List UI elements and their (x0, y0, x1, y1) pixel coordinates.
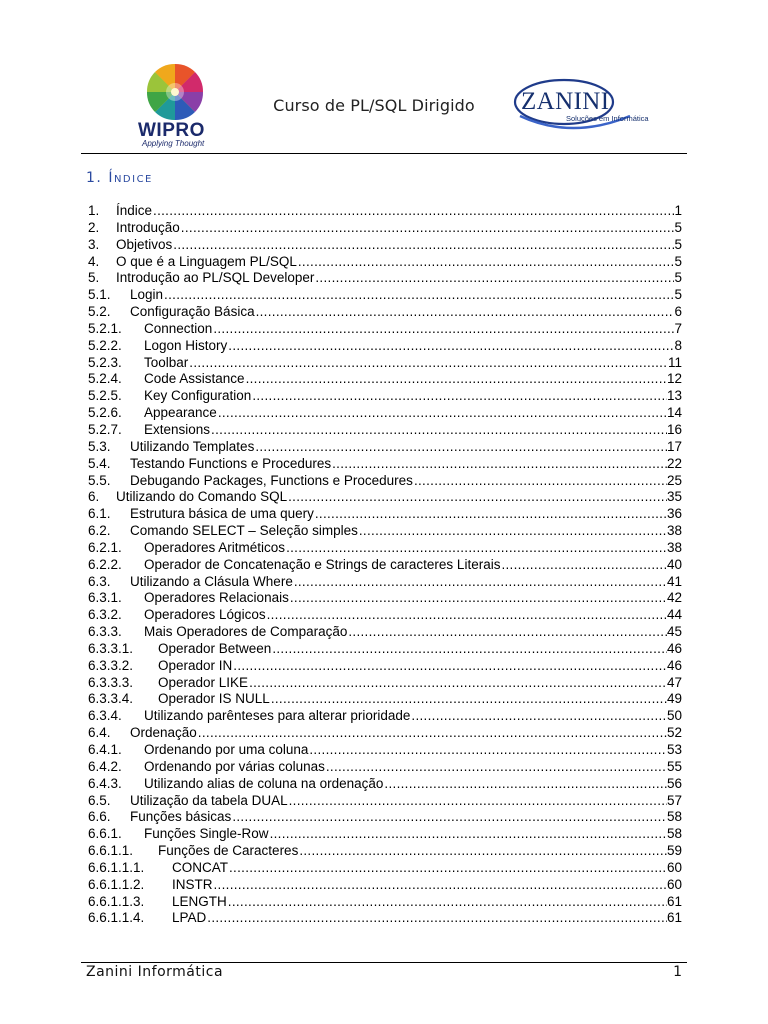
toc-entry-number: 2. (88, 219, 100, 235)
zanini-tagline: Soluções em Informática (566, 114, 649, 123)
toc-dot-leader (298, 254, 675, 271)
toc-entry[interactable] (88, 742, 682, 759)
toc-entry-number: 5.4. (88, 455, 111, 471)
toc-dot-leader (232, 809, 667, 826)
document-title: Curso de PL/SQL Dirigido (273, 96, 475, 115)
toc-entry-number: 6.6.1.1.3. (88, 893, 145, 909)
toc-dot-leader (309, 742, 667, 759)
toc-entry-title: Connection (144, 320, 213, 336)
toc-entry-title: LENGTH (172, 893, 227, 909)
toc-entry-number: 1. (88, 203, 100, 218)
toc-entry-number: 6.3.3.2. (88, 657, 134, 673)
toc-dot-leader (198, 725, 667, 742)
toc-entry-page: 5 (674, 270, 682, 286)
toc-entry-page: 5 (674, 236, 682, 252)
toc-entry[interactable] (88, 590, 682, 607)
toc-entry-title: Índice (116, 203, 153, 218)
toc-entry-title: Introdução (116, 219, 180, 235)
toc-entry-title: Key Configuration (144, 388, 252, 404)
toc-entry-page: 7 (674, 320, 682, 336)
toc-entry-number: 5.2.6. (88, 405, 122, 421)
toc-dot-leader (315, 506, 667, 523)
toc-dot-leader (218, 405, 667, 422)
toc-entry-page: 6 (674, 304, 682, 320)
toc-dot-leader (153, 203, 674, 220)
toc-entry-title: O que é a Linguagem PL/SQL (116, 253, 297, 269)
toc-entry-page: 5 (674, 219, 682, 235)
toc-dot-leader (256, 304, 675, 321)
toc-entry-title: Code Assistance (144, 371, 245, 387)
toc-dot-leader (299, 843, 667, 860)
toc-entry[interactable] (88, 254, 682, 271)
toc-entry-title: Operadores Lógicos (144, 607, 266, 623)
wipro-tagline: Applying Thought (142, 139, 205, 148)
toc-entry[interactable] (88, 793, 682, 810)
toc-entry[interactable] (88, 624, 682, 641)
toc-entry-number: 6.2. (88, 523, 111, 539)
toc-entry-number: 4. (88, 253, 100, 269)
toc-entry-number: 6.3.3.1. (88, 640, 134, 656)
toc-entry-number: 5.2.5. (88, 388, 122, 404)
toc-entry-page: 17 (666, 438, 682, 454)
toc-entry-page: 50 (666, 708, 682, 724)
toc-entry-title: Debugando Packages, Functions e Procedures (130, 472, 413, 488)
toc-entry[interactable] (88, 641, 682, 658)
toc-entry-number: 6.4. (88, 725, 111, 741)
toc-entry-page: 46 (666, 657, 682, 673)
toc-entry[interactable] (88, 809, 682, 826)
toc-entry-title: Toolbar (144, 354, 189, 370)
toc-entry-number: 6.3.3.3. (88, 674, 134, 690)
toc-entry-number: 6.6.1. (88, 826, 122, 842)
toc-dot-leader (164, 287, 674, 304)
zanini-logo-text: ZANINI (521, 88, 610, 115)
toc-entry[interactable] (88, 270, 682, 287)
toc-entry-page: 40 (666, 556, 682, 572)
toc-dot-leader (289, 793, 667, 810)
toc-entry[interactable] (88, 321, 682, 338)
toc-entry-page: 22 (666, 455, 682, 471)
toc-entry-page: 16 (666, 421, 682, 437)
toc-entry-number: 6.3. (88, 573, 111, 589)
toc-entry-title: Utilizando a Clásula Where (130, 573, 293, 589)
toc-entry-page: 1 (674, 203, 682, 218)
toc-entry-title: Funções Single-Row (144, 826, 269, 842)
toc-entry-title: Funções de Caracteres (158, 843, 299, 859)
toc-entry-number: 5.5. (88, 472, 111, 488)
toc-entry-title: Introdução ao PL/SQL Developer (116, 270, 315, 286)
toc-entry[interactable] (88, 776, 682, 793)
toc-dot-leader (326, 759, 667, 776)
toc-entry-number: 5.1. (88, 287, 111, 303)
toc-entry[interactable] (88, 691, 682, 708)
toc-entry-number: 6.3.2. (88, 607, 122, 623)
toc-entry[interactable] (88, 237, 682, 254)
toc-entry-title: Comando SELECT – Seleção simples (130, 523, 358, 539)
section-title: Índice (108, 170, 153, 186)
toc-entry-number: 6.6.1.1.1. (88, 859, 145, 875)
toc-entry-number: 6.4.3. (88, 775, 122, 791)
toc-entry[interactable] (88, 456, 682, 473)
toc-entry-title: Operador de Concatenação e Strings de caracteres Literais (144, 556, 501, 572)
toc-dot-leader (384, 776, 667, 793)
toc-entry-number: 6.6. (88, 809, 111, 825)
toc-entry[interactable] (88, 877, 682, 894)
toc-entry-number: 6. (88, 489, 100, 505)
toc-entry-page: 35 (666, 489, 682, 505)
toc-entry-number: 5.2.4. (88, 371, 122, 387)
toc-entry-page: 60 (666, 859, 682, 875)
toc-entry[interactable] (88, 725, 682, 742)
toc-dot-leader (267, 607, 667, 624)
toc-entry[interactable] (88, 287, 682, 304)
toc-entry-number: 5.2.3. (88, 354, 122, 370)
toc-entry-title: Utilizando alias de coluna na ordenação (144, 775, 384, 791)
toc-entry-title: Operadores Relacionais (144, 590, 289, 606)
toc-entry-number: 6.3.4. (88, 708, 122, 724)
toc-entry-title: Utilizando parênteses para alterar prioridade (144, 708, 411, 724)
toc-entry-page: 61 (666, 893, 682, 909)
toc-entry-number: 6.5. (88, 792, 111, 808)
toc-dot-leader (272, 641, 667, 658)
toc-entry-title: Utilizando do Comando SQL (116, 489, 288, 505)
toc-entry-page: 42 (666, 590, 682, 606)
toc-entry-page: 58 (666, 809, 682, 825)
toc-entry-title: Ordenando por várias colunas (144, 758, 325, 774)
toc-entry-page: 60 (666, 876, 682, 892)
toc-entry-title: Extensions (144, 421, 211, 437)
toc-entry-title: Ordenando por uma coluna (144, 742, 309, 757)
toc-dot-leader (233, 658, 667, 675)
toc-entry[interactable] (88, 894, 682, 911)
toc-entry-title: Operador LIKE (158, 674, 249, 690)
toc-entry-title: Ordenação (130, 725, 197, 741)
toc-entry-page: 45 (666, 624, 682, 640)
toc-entry[interactable] (88, 220, 682, 237)
toc-entry-page: 52 (666, 725, 682, 741)
toc-entry[interactable] (88, 540, 682, 557)
toc-entry-title: INSTR (172, 876, 213, 892)
toc-dot-leader (207, 910, 667, 927)
toc-entry-page: 12 (666, 371, 682, 387)
toc-entry-number: 5.2.1. (88, 320, 122, 336)
toc-entry-title: Logon History (144, 337, 228, 353)
toc-dot-leader (173, 237, 674, 254)
toc-entry[interactable] (88, 658, 682, 675)
toc-dot-leader (189, 355, 668, 372)
toc-entry-page: 61 (666, 910, 682, 926)
toc-entry-title: CONCAT (172, 859, 228, 875)
toc-entry-page: 46 (666, 640, 682, 656)
toc-entry-title: Mais Operadores de Comparação (144, 624, 348, 640)
toc-entry-number: 3. (88, 236, 100, 252)
toc-entry[interactable] (88, 439, 682, 456)
toc-dot-leader (246, 371, 667, 388)
toc-dot-leader (249, 675, 667, 692)
toc-entry[interactable] (88, 557, 682, 574)
toc-entry[interactable] (88, 338, 682, 355)
toc-entry[interactable] (88, 860, 682, 877)
toc-entry[interactable] (88, 506, 682, 523)
toc-dot-leader (228, 338, 674, 355)
toc-entry-number: 5.2.7. (88, 421, 122, 437)
wipro-logo (134, 62, 216, 150)
toc-entry-number: 6.3.1. (88, 590, 122, 606)
toc-entry-page: 8 (674, 337, 682, 353)
toc-entry-title: Login (130, 287, 164, 303)
toc-dot-leader (315, 270, 674, 287)
toc-entry-title: Operador IN (158, 657, 233, 673)
toc-dot-leader (359, 523, 667, 540)
toc-entry-title: Configuração Básica (130, 304, 255, 320)
section-number: 1. (86, 170, 103, 186)
toc-entry[interactable] (88, 371, 682, 388)
toc-entry-title: Operador IS NULL (158, 691, 270, 707)
toc-entry[interactable] (88, 523, 682, 540)
toc-dot-leader (332, 456, 667, 473)
toc-dot-leader (348, 624, 667, 641)
toc-entry-title: Objetivos (116, 236, 173, 252)
toc-entry-page: 57 (666, 792, 682, 808)
table-of-contents (88, 203, 682, 927)
toc-dot-leader (411, 708, 667, 725)
toc-dot-leader (211, 422, 667, 439)
toc-dot-leader (290, 590, 667, 607)
toc-entry-page: 49 (666, 691, 682, 707)
toc-entry-page: 55 (666, 758, 682, 774)
toc-entry-number: 6.6.1.1.2. (88, 876, 145, 892)
toc-entry-number: 6.2.2. (88, 556, 122, 572)
section-heading (86, 170, 153, 186)
toc-entry-page: 14 (666, 405, 682, 421)
toc-dot-leader (255, 439, 667, 456)
toc-entry-page: 11 (667, 354, 682, 370)
toc-entry-number: 6.6.1.1. (88, 843, 134, 859)
toc-dot-leader (294, 574, 667, 591)
toc-entry-page: 41 (666, 573, 682, 589)
toc-entry[interactable] (88, 574, 682, 591)
toc-entry-number: 5.2.2. (88, 337, 122, 353)
toc-entry-page: 59 (666, 843, 682, 859)
toc-entry-page: 36 (666, 506, 682, 522)
toc-entry[interactable] (88, 843, 682, 860)
toc-entry-page: 38 (666, 523, 682, 539)
toc-entry-page: 5 (674, 287, 682, 303)
toc-entry-number: 6.2.1. (88, 539, 122, 555)
toc-dot-leader (414, 473, 667, 490)
toc-dot-leader (271, 691, 667, 708)
toc-entry-page: 38 (666, 539, 682, 555)
toc-entry-page: 44 (666, 607, 682, 623)
header-divider (81, 153, 687, 154)
toc-entry-title: Testando Functions e Procedures (130, 455, 332, 471)
toc-entry[interactable] (88, 355, 682, 372)
toc-entry[interactable] (88, 304, 682, 321)
toc-entry-page: 58 (666, 826, 682, 842)
toc-entry-page: 53 (666, 742, 682, 757)
page-header (0, 0, 768, 156)
toc-entry-number: 6.3.3. (88, 624, 122, 640)
toc-dot-leader (288, 489, 667, 506)
toc-entry[interactable] (88, 759, 682, 776)
footer-page-number: 1 (673, 964, 682, 980)
toc-entry-title: Operador Between (158, 640, 272, 656)
toc-entry-title: Funções básicas (130, 809, 232, 825)
toc-entry-page: 47 (666, 674, 682, 690)
toc-entry-title: Appearance (144, 405, 217, 421)
toc-entry[interactable] (88, 826, 682, 843)
toc-dot-leader (501, 557, 667, 574)
zanini-logo (512, 76, 662, 136)
toc-entry[interactable] (88, 675, 682, 692)
toc-entry-number: 6.1. (88, 506, 111, 522)
toc-entry-number: 5.3. (88, 438, 111, 454)
toc-entry[interactable] (88, 708, 682, 725)
toc-entry-title: LPAD (172, 910, 207, 926)
toc-entry[interactable] (88, 910, 682, 927)
toc-entry-number: 5.2. (88, 304, 111, 320)
toc-entry-title: Utilizando Templates (130, 438, 255, 454)
toc-entry-page: 56 (666, 775, 682, 791)
toc-entry[interactable] (88, 473, 682, 490)
toc-dot-leader (252, 388, 667, 405)
footer-company: Zanini Informática (86, 964, 224, 980)
toc-entry-number: 6.4.1. (88, 742, 122, 757)
toc-dot-leader (181, 220, 675, 237)
toc-entry[interactable] (88, 489, 682, 506)
toc-entry[interactable] (88, 388, 682, 405)
toc-dot-leader (214, 877, 667, 894)
toc-entry-number: 6.3.3.4. (88, 691, 134, 707)
wipro-logo-text: WIPRO (138, 120, 205, 141)
toc-entry-number: 6.4.2. (88, 758, 122, 774)
toc-entry-page: 25 (666, 472, 682, 488)
toc-entry-page: 13 (666, 388, 682, 404)
toc-entry[interactable] (88, 203, 682, 220)
toc-entry-page: 5 (674, 253, 682, 269)
toc-entry-title: Utilização da tabela DUAL (130, 792, 288, 808)
toc-dot-leader (228, 894, 667, 911)
toc-entry-title: Estrutura básica de uma query (130, 506, 314, 522)
toc-dot-leader (270, 826, 667, 843)
toc-dot-leader (229, 860, 667, 877)
toc-entry[interactable] (88, 422, 682, 439)
toc-entry-number: 6.6.1.1.4. (88, 910, 145, 926)
toc-entry-title: Operadores Aritméticos (144, 539, 286, 555)
toc-entry[interactable] (88, 405, 682, 422)
toc-dot-leader (213, 321, 674, 338)
toc-entry[interactable] (88, 607, 682, 624)
toc-entry-number: 5. (88, 270, 100, 286)
wipro-flower-icon (142, 62, 208, 122)
footer-divider (81, 962, 687, 963)
toc-dot-leader (286, 540, 667, 557)
